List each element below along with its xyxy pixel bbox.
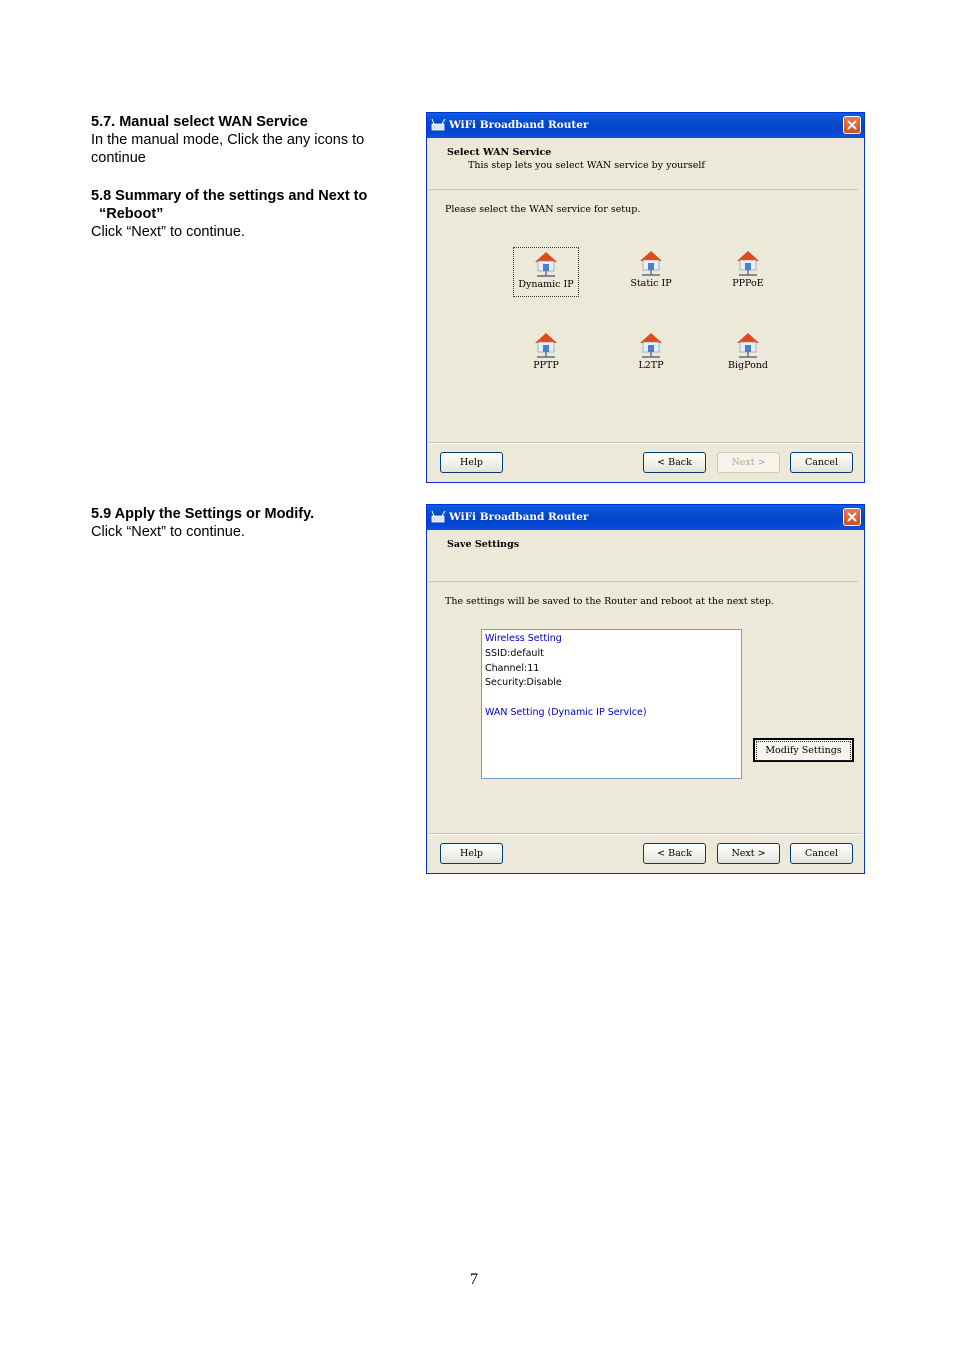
- dialog-header: [429, 530, 858, 582]
- wan-option-dynamic-ip[interactable]: [513, 247, 579, 297]
- section-5-7-text-1: In the manual mode, Click the any icons to: [91, 132, 365, 148]
- modify-settings-label: Modify Settings: [756, 741, 851, 761]
- wan-option-label: Static IP: [630, 278, 672, 289]
- wan-option-bigpond[interactable]: [715, 329, 781, 379]
- wan-option-label: Dynamic IP: [518, 279, 574, 290]
- house-network-icon: [735, 249, 761, 277]
- next-button[interactable]: Next >: [717, 843, 780, 864]
- wan-option-l2tp[interactable]: [618, 329, 684, 379]
- save-settings-dialog: [426, 504, 865, 874]
- section-5-8: [91, 187, 367, 241]
- close-icon: [844, 509, 860, 525]
- dialog-header: [429, 138, 858, 190]
- house-network-icon: [638, 331, 664, 359]
- cancel-button[interactable]: Cancel: [790, 452, 853, 473]
- wireless-heading: Wireless Setting: [485, 633, 562, 644]
- wan-option-label: L2TP: [638, 360, 664, 371]
- section-5-7: [91, 113, 364, 167]
- header-title: Save Settings: [447, 539, 520, 550]
- section-5-8-heading-2: “Reboot”: [99, 206, 164, 222]
- summary-spacer: [485, 691, 738, 706]
- wan-option-pppoe[interactable]: [715, 247, 781, 297]
- wan-option-label: PPPoE: [732, 278, 764, 289]
- wan-option-label: BigPond: [727, 360, 769, 371]
- section-5-7-text-2: continue: [91, 150, 146, 166]
- router-app-icon: [431, 510, 447, 524]
- close-icon: [844, 117, 860, 133]
- dialog-footer: [429, 443, 862, 482]
- window-title: WiFi Broadband Router: [449, 119, 589, 131]
- wan-option-pptp[interactable]: [513, 329, 579, 379]
- back-button[interactable]: < Back: [643, 843, 706, 864]
- wan-service-dialog: [426, 112, 865, 483]
- header-subtitle: This step lets you select WAN service by yourself: [468, 160, 705, 171]
- section-5-8-text: Click “Next” to continue.: [91, 224, 245, 240]
- page-number: 7: [470, 1271, 478, 1288]
- cancel-button[interactable]: Cancel: [790, 843, 853, 864]
- router-app-icon: [431, 118, 447, 132]
- section-5-7-heading: 5.7. Manual select WAN Service: [91, 114, 308, 130]
- next-button[interactable]: Next >: [717, 452, 780, 473]
- modify-settings-button[interactable]: [753, 738, 854, 762]
- wan-heading: WAN Setting (Dynamic IP Service): [485, 706, 647, 718]
- help-button[interactable]: Help: [440, 843, 503, 864]
- save-prompt: The settings will be saved to the Router and reboot at the next step.: [445, 596, 774, 607]
- security-value: Security:Disable: [485, 677, 562, 689]
- title-bar[interactable]: [427, 505, 864, 530]
- settings-summary-box[interactable]: [481, 629, 742, 779]
- section-5-8-heading-1: 5.8 Summary of the settings and Next to: [91, 188, 368, 204]
- channel-value: Channel:11: [485, 662, 540, 674]
- setup-prompt: Please select the WAN service for setup.: [445, 204, 641, 215]
- help-button[interactable]: Help: [440, 452, 503, 473]
- section-5-9-heading: 5.9 Apply the Settings or Modify.: [91, 506, 315, 522]
- section-5-9: [91, 505, 314, 541]
- house-network-icon: [735, 331, 761, 359]
- back-button[interactable]: < Back: [643, 452, 706, 473]
- close-button[interactable]: [843, 116, 861, 134]
- close-button[interactable]: [843, 508, 861, 526]
- dialog-footer: [429, 834, 862, 873]
- ssid-value: SSID:default: [485, 647, 544, 659]
- window-title: WiFi Broadband Router: [449, 511, 589, 523]
- title-bar[interactable]: [427, 113, 864, 138]
- house-network-icon: [533, 250, 559, 278]
- wan-option-static-ip[interactable]: [618, 247, 684, 297]
- section-5-9-text: Click “Next” to continue.: [91, 524, 245, 540]
- house-network-icon: [638, 249, 664, 277]
- wan-option-label: PPTP: [533, 360, 559, 371]
- header-title: Select WAN Service: [447, 147, 552, 158]
- house-network-icon: [533, 331, 559, 359]
